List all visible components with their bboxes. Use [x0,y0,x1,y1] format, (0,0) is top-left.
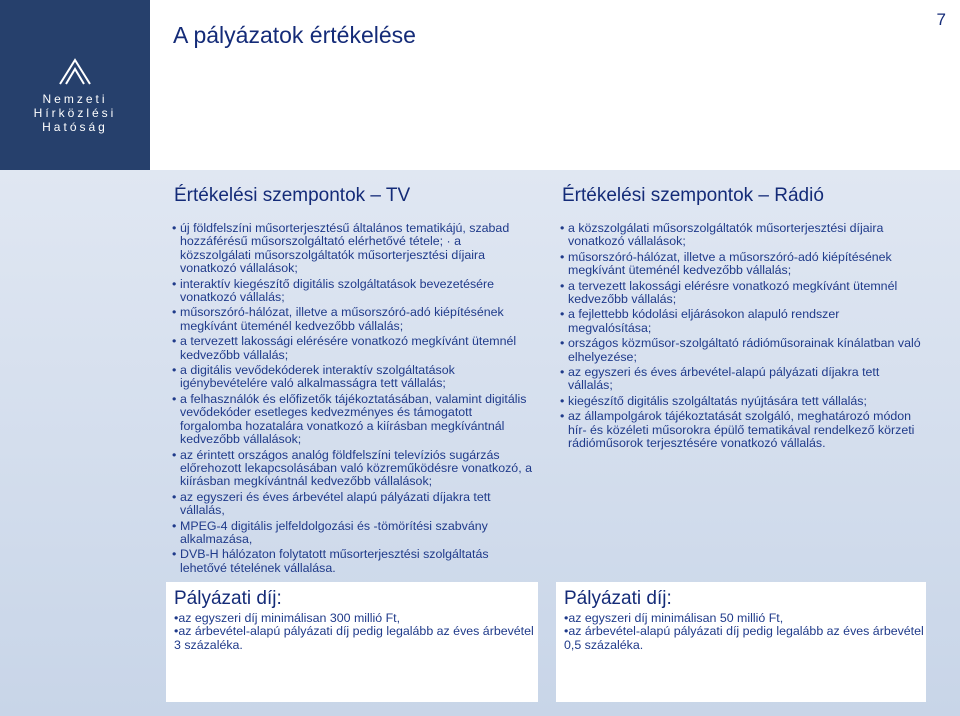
list-item: • interaktív kiegészítő digitális szolgáltatások bevezetésére vonatkozó vállalás; [172,278,534,305]
page-number: 7 [936,10,946,29]
list-item: • MPEG-4 digitális jelfeldolgozási és -tömörítési szabvány alkalmazása, [172,520,534,547]
list-item: • a közszolgálati műsorszolgáltatók műsorterjesztési díjaira vonatkozó vállalások; [560,222,925,249]
tv-fee-box [166,582,538,702]
list-item: • a fejlettebb kódolási eljárásokon alapuló rendszer megvalósítása; [560,308,925,335]
page-title: A pályázatok értékelése [173,22,416,48]
radio-fee-line: •az árbevétel-alapú pályázati díj pedig legalább az éves árbevétel 0,5 százaléka. [564,624,924,652]
list-item: • DVB-H hálózaton folytatott műsorterjesztési szolgáltatás lehetővé tételének vállalása. [172,548,534,575]
list-item: • kiegészítő digitális szolgáltatás nyújtására tett vállalás; [560,395,925,408]
list-item: • új földfelszíni műsorterjesztésű általános tematikájú, szabad hozzáférésű műsorszolgáltató elérhetővé tétele; · a közszolgálati műsorszolgáltatók műsorterjesztési díjaira vonatkozó vállalások; [172,222,534,276]
list-item: • a digitális vevődekóderek interaktív szolgáltatások igénybevételére való alkalmasságra tett vállalás; [172,364,534,391]
tv-fee-line: •az árbevétel-alapú pályázati díj pedig legalább az éves árbevétel 3 százaléka. [174,624,534,652]
logo-text-line-3: Hatóság [42,120,108,134]
radio-fee-title: Pályázati díj: [564,588,672,609]
list-item: • a tervezett lakossági elérésre vonatkozó megkívánt ütemnél kedvezőbb vállalás; [560,280,925,307]
radio-criteria-list [560,222,925,453]
list-item: • a tervezett lakossági elérésére vonatkozó megkívánt ütemnél kedvezőbb vállalás; [172,335,534,362]
radio-fee-line: •az egyszeri díj minimálisan 50 millió Ft, [564,611,784,625]
tv-fee-title: Pályázati díj: [174,588,282,609]
tv-fee-line: •az egyszeri díj minimálisan 300 millió Ft, [174,611,401,625]
nhh-logo [0,0,150,170]
tv-criteria-list [172,222,534,577]
header-band [150,78,960,170]
radio-criteria-title: Értékelési szempontok – Rádió [562,185,824,206]
list-item: • az egyszeri és éves árbevétel-alapú pályázati díjakra tett vállalás; [560,366,925,393]
list-item: • az egyszeri és éves árbevétel alapú pályázati díjakra tett vállalás, [172,491,534,518]
list-item: • az érintett országos analóg földfelszíni televíziós sugárzás előrehozott lekapcsolásában való közreműködésre vonatkozó, a kiírásban megkívántnál kedvezőbb vállalások; [172,449,534,489]
logo-text-line-1: Nemzeti [42,92,108,106]
logo-text-line-2: Hírközlési [33,106,117,120]
list-item: • az állampolgárok tájékoztatását szolgáló, meghatározó módon hír- és közéleti műsorokra épülő tematikával rendelkező körzeti rádióműsorok terjesztésére vonatkozó vállalás. [560,410,925,450]
list-item: • műsorszóró-hálózat, illetve a műsorszóró-adó kiépítésének megkívánt üteménél kedvezőbb vállalás; [560,251,925,278]
list-item: • országos közműsor-szolgáltató rádióműsorainak kínálatban való elhelyezése; [560,337,925,364]
tv-criteria-title: Értékelési szempontok – TV [174,185,411,206]
radio-fee-box [556,582,926,702]
logo-mark-icon [58,58,92,86]
list-item: • műsorszóró-hálózat, illetve a műsorszóró-adó kiépítésének megkívánt üteménél kedvezőbb vállalás; [172,306,534,333]
list-item: • a felhasználók és előfizetők tájékoztatásában, valamint digitális vevődekóder esetleges kedvezményes és támogatott forgalomba hozatalára vonatkozó a kiírásban megkívántnál kedvezőbb vállalások; [172,393,534,447]
